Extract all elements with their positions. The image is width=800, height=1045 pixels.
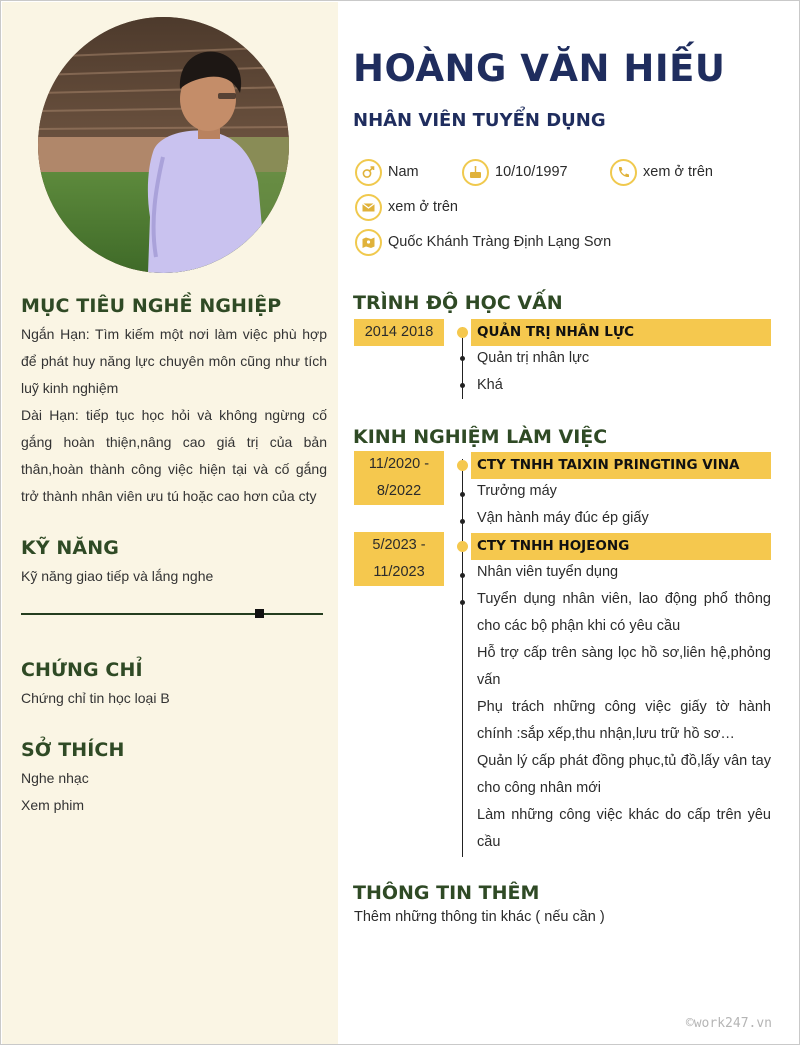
education-detail: Khá	[477, 377, 503, 393]
email-text: xem ở trên	[388, 199, 458, 215]
certificate-item: Chứng chỉ tin học loại B	[21, 690, 170, 706]
education-timeline-dot	[457, 327, 468, 338]
objective-section	[21, 295, 327, 510]
phone-icon	[610, 159, 637, 186]
job2-detail: Làm những công việc khác do cấp trên yêu cầu	[477, 807, 771, 850]
bullet-dot	[460, 600, 465, 605]
extra-info-text: Thêm những thông tin khác ( nếu cần )	[354, 909, 605, 925]
job2-timeline-dot	[457, 541, 468, 552]
avatar-photo	[38, 17, 289, 273]
candidate-name: HOÀNG VĂN HIẾU	[353, 47, 726, 90]
bullet-dot	[460, 356, 465, 361]
job1-detail: Trưởng máy	[477, 483, 557, 499]
objective-title: MỤC TIÊU NGHỀ NGHIỆP	[21, 295, 282, 317]
skill-level-bar	[21, 613, 323, 615]
gender-info	[355, 158, 419, 186]
address-text: Quốc Khánh Tràng Định Lạng Sơn	[388, 234, 612, 250]
skill-level-marker	[255, 609, 264, 618]
gender-icon	[355, 159, 382, 186]
hobbies-section	[21, 739, 327, 819]
certificates-section	[21, 659, 327, 712]
bullet-dot	[460, 383, 465, 388]
hobbies-title: SỞ THÍCH	[21, 739, 125, 761]
objective-long-term: Dài Hạn: tiếp tục học hỏi và không ngừng cố gắng hoàn thiện,nâng cao giá trị của bản thân,hoàn thành công việc hiện tại và cố gắng trở thành nhân viên ưu tú hoặc cao hơn của cty	[21, 407, 327, 504]
education-detail: Quản trị nhân lực	[477, 350, 590, 366]
watermark: ©work247.vn	[685, 1016, 772, 1031]
job1-date	[354, 451, 444, 505]
job-title: NHÂN VIÊN TUYỂN DỤNG	[353, 110, 606, 131]
skills-section	[21, 537, 327, 590]
job1-timeline-dot	[457, 460, 468, 471]
email-info	[355, 193, 458, 221]
job2-detail: Tuyển dụng nhân viên, lao động phổ thông cho các bộ phận khi có yêu cầu	[477, 591, 771, 634]
birthday-info	[462, 158, 568, 186]
extra-info-title: THÔNG TIN THÊM	[353, 882, 540, 904]
experience-title: KINH NGHIỆM LÀM VIỆC	[353, 426, 608, 448]
skill-name: Kỹ năng giao tiếp và lắng nghe	[21, 568, 214, 584]
gender-text: Nam	[388, 164, 419, 180]
education-date: 2014 2018	[354, 319, 444, 346]
cake-icon	[462, 159, 489, 186]
job1-date-end: 8/2022	[376, 483, 422, 499]
hobby-item: Xem phim	[21, 797, 85, 813]
envelope-icon	[355, 194, 382, 221]
birthday-text: 10/10/1997	[495, 164, 568, 180]
job2-date	[354, 532, 444, 586]
job1-date-start: 11/2020 -	[368, 456, 430, 472]
objective-short-term: Ngắn Hạn: Tìm kiếm một nơi làm việc phù hợp để phát huy năng lực chuyên môn cũng như tích luỹ kinh nghiệm	[21, 326, 327, 396]
job1-detail: Vận hành máy đúc ép giấy	[477, 510, 649, 526]
phone-text: xem ở trên	[643, 164, 713, 180]
education-major: QUẢN TRỊ NHÂN LỰC	[471, 319, 771, 346]
job2-date-end: 11/2023	[373, 564, 425, 580]
job2-date-start: 5/2023 -	[372, 537, 426, 553]
address-info	[355, 228, 611, 256]
job2-detail: Hỗ trợ cấp trên sàng lọc hồ sơ,liên hệ,phỏng vấn	[477, 645, 771, 688]
bullet-dot	[460, 519, 465, 524]
hobby-item: Nghe nhạc	[21, 770, 89, 786]
skills-title: KỸ NĂNG	[21, 537, 119, 559]
job1-company: CTY TNHH TAIXIN PRINGTING VINA	[471, 452, 771, 479]
map-pin-icon	[355, 229, 382, 256]
certificates-title: CHỨNG CHỈ	[21, 659, 143, 681]
bullet-dot	[460, 492, 465, 497]
job2-detail: Phụ trách những công việc giấy tờ hành chính :sắp xếp,thu nhận,lưu trữ hồ sơ…	[477, 699, 771, 742]
avatar	[38, 17, 289, 273]
job2-detail: Nhân viên tuyển dụng	[477, 564, 619, 580]
bullet-dot	[460, 573, 465, 578]
phone-info	[610, 158, 713, 186]
education-title: TRÌNH ĐỘ HỌC VẤN	[353, 292, 563, 314]
job2-detail: Quản lý cấp phát đồng phục,tủ đồ,lấy vân tay cho công nhân mới	[477, 753, 771, 796]
job2-company: CTY TNHH HOJEONG	[471, 533, 771, 560]
